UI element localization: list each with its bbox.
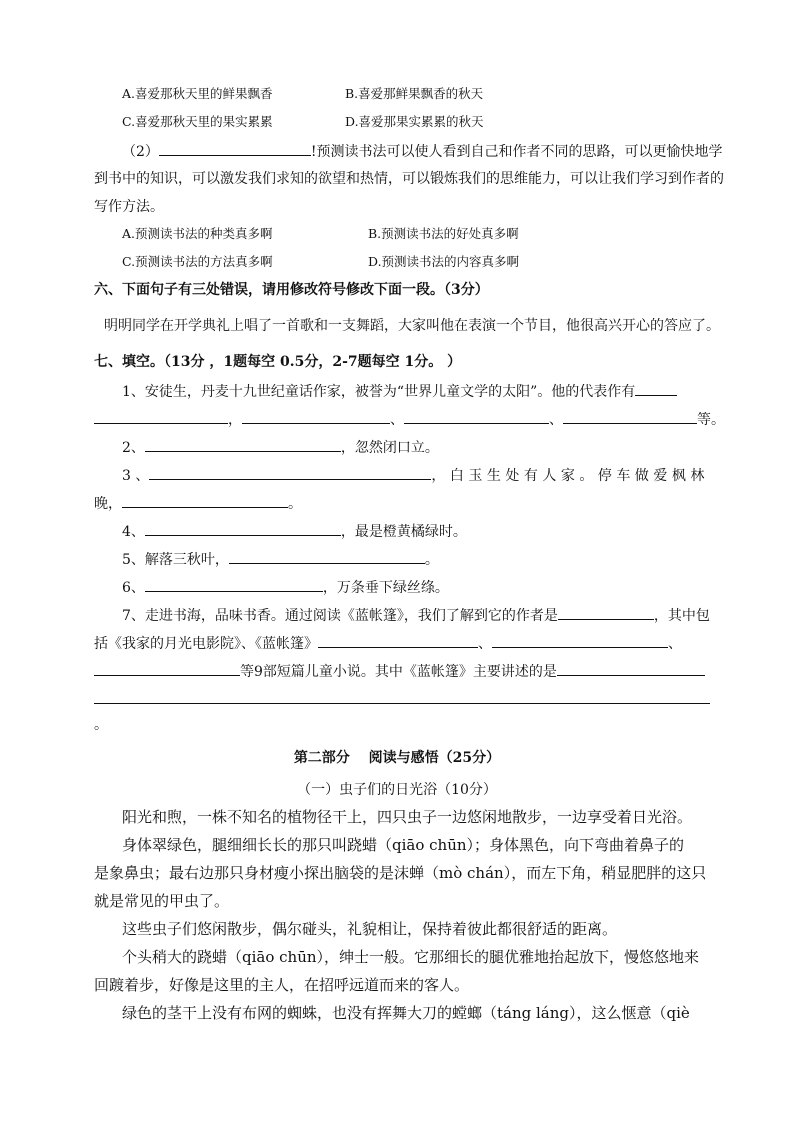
option-a: A.预测读书法的种类真多啊 (122, 226, 273, 241)
answer-blank[interactable] (145, 521, 341, 536)
section-6-title: 六、下面句子有三处错误，请用修改符号修改下面一段。（3分） (94, 282, 489, 298)
answer-blank[interactable] (94, 661, 240, 676)
q4-line: 4、 ，最是橙黄橘绿时。 (122, 521, 467, 542)
answer-blank[interactable] (635, 381, 677, 396)
passage-paragraph: 个头稍大的跷蜡（qiāo chūn），绅士一般。它那细长的腿优雅地抬起放下，慢悠悠地来 (122, 948, 700, 966)
subquestion-2-line1: （2） !预测读书法可以使人看到自己和作者不同的思路，可以更愉快地学 (122, 141, 723, 162)
answer-blank[interactable] (94, 409, 228, 424)
q6-line: 6、 ，万条垂下绿丝绦。 (122, 577, 449, 598)
option-b: B.喜爱那鲜果飘香的秋天 (345, 86, 484, 101)
answer-blank[interactable] (404, 409, 549, 424)
section-6-sentence: 明明同学在开学典礼上唱了一首歌和一支舞蹈，大家叫他在表演一个节目，他很高兴开心的答应了。 (104, 318, 720, 334)
section-7-title: 七、填空。（13分 ，1题每空 0.5分，2-7题每空 1分。 ） (94, 354, 462, 370)
subquestion-number: （2） (122, 144, 159, 160)
passage-paragraph: 阳光和煦，一株不知名的植物径干上，四只虫子一边悠闲地散步，一边享受着日光浴。 (122, 808, 693, 826)
q1-line1: 1、安徒生，丹麦十九世纪童话作家，被誉为“世界儿童文学的太阳”。他的代表作有 (122, 381, 677, 402)
answer-line[interactable] (94, 703, 710, 704)
q3-line2: 晚， 。 (94, 493, 302, 514)
q7-end-period: 。 (94, 717, 108, 733)
answer-blank[interactable] (145, 577, 323, 592)
passage-paragraph: 回踱着步，好像是这里的主人，在招呼远道而来的客人。 (94, 976, 470, 994)
answer-blank[interactable] (558, 605, 654, 620)
answer-blank[interactable] (149, 465, 431, 480)
answer-blank[interactable] (557, 661, 705, 676)
option-d: D.喜爱那果实累累的秋天 (345, 114, 484, 129)
passage-paragraph: 就是常见的甲虫了。 (94, 892, 230, 910)
option-c: C.喜爱那秋天里的果实累累 (122, 114, 273, 129)
passage-paragraph: 身体翠绿色，腿细细长长的那只叫跷蜡（qiāo chūn）；身体黑色，向下弯曲着鼻子的 (122, 836, 685, 854)
answer-blank[interactable] (318, 633, 478, 648)
answer-blank[interactable] (229, 549, 425, 564)
option-c: C.预测读书法的方法真多啊 (122, 254, 273, 269)
answer-blank[interactable] (122, 493, 288, 508)
q5-line: 5、解落三秋叶， 。 (122, 549, 439, 570)
subquestion-2-line2: 到书中的知识，可以激发我们求知的欲望和热情，可以锻炼我们的思维能力，可以让我们学习到作者的 (94, 171, 724, 187)
q1-line2: ， 、 、 等。 (94, 409, 725, 430)
option-b: B.预测读书法的好处真多啊 (368, 226, 519, 241)
answer-blank[interactable] (242, 409, 390, 424)
passage-paragraph: 是象鼻虫；最右边那只身材瘦小探出脑袋的是沫蝉（mò chán），而左下角，稍显肥胖的这只 (94, 864, 707, 882)
passage-paragraph: 这些虫子们悠闲散步，偶尔碰头，礼貌相让，保持着彼此都很舒适的距离。 (122, 920, 618, 938)
answer-blank[interactable] (492, 633, 668, 648)
q7-line3: 等9部短篇儿童小说。其中《蓝帐篷》主要讲述的是 (94, 661, 705, 682)
passage-paragraph: 绿色的茎干上没有布网的蜘蛛，也没有挥舞大刀的螳螂（táng láng），这么惬意（qiè (122, 1004, 690, 1022)
answer-blank[interactable] (145, 437, 341, 452)
option-a: A.喜爱那秋天里的鲜果飘香 (122, 86, 273, 101)
q2-line: 2、 ，忽然闭口立。 (122, 437, 439, 458)
q7-line1: 7、走进书海，品味书香。通过阅读《蓝帐篷》，我们了解到它的作者是 ，其中包 (122, 605, 710, 626)
answer-blank[interactable] (159, 141, 311, 156)
passage-title: （一）虫子们的日光浴（10分） (297, 782, 497, 798)
option-d: D.预测读书法的内容真多啊 (368, 254, 520, 269)
answer-blank[interactable] (563, 409, 697, 424)
q3-line1: 3 、 ，白玉生处有人家。停车做爱枫林 (122, 465, 709, 486)
subquestion-2-line3: 写作方法。 (94, 199, 164, 215)
q7-line2: 括《我家的月光电影院》、《蓝帐篷》 、 、 (94, 633, 682, 654)
part-2-title: 第二部分 阅读与感悟（25分） (293, 750, 501, 766)
